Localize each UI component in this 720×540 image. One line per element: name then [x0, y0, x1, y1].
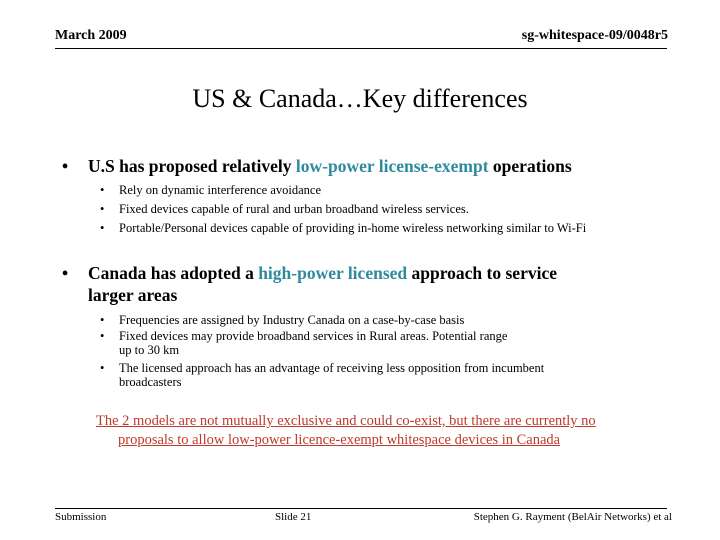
canada-line-2: larger areas [88, 285, 178, 305]
us-sub-3-text: Portable/Personal devices capable of providing in-home wireless networking similar to Wi-Fi [119, 221, 587, 235]
sub-bullet-dot: • [100, 221, 105, 235]
footer-divider [55, 508, 667, 509]
bullet-us [62, 155, 572, 177]
note-line-1: The 2 models are not mutually exclusive and could co-exist, but there are currently no [96, 413, 596, 429]
canada-sub-3 [100, 361, 545, 375]
sub-bullet-dot: • [100, 313, 105, 327]
sub-bullet-dot: • [100, 183, 105, 197]
canada-sub-2-text: Fixed devices may provide broadband services in Rural areas. Potential range [119, 329, 508, 343]
us-sub-1 [100, 183, 321, 197]
canada-text-highlight: high-power licensed [258, 263, 408, 283]
canada-sub-1-text: Frequencies are assigned by Industry Canada on a case-by-case basis [119, 313, 465, 327]
header-divider [55, 48, 667, 49]
header-doc-id: sg-whitespace-09/0048r5 [521, 28, 668, 43]
canada-sub-1 [100, 313, 465, 327]
footer-author: Stephen G. Rayment (BelAir Networks) et al [473, 511, 672, 523]
bullet-dot: • [62, 263, 69, 283]
us-text-a: U.S has proposed relatively [88, 156, 296, 176]
canada-text-b: approach to service [407, 263, 557, 283]
canada-sub-2-cont: up to 30 km [119, 343, 180, 357]
conclusion-note [96, 412, 656, 450]
canada-sub-3-cont: broadcasters [119, 375, 182, 389]
us-sub-3 [100, 221, 587, 235]
us-text-b: operations [488, 156, 572, 176]
us-sub-2 [100, 202, 469, 216]
sub-bullet-dot: • [100, 202, 105, 216]
footer-slide-number: Slide 21 [275, 511, 312, 523]
canada-text-a: Canada has adopted a [88, 263, 259, 283]
sub-bullet-dot: • [100, 361, 105, 375]
us-sub-2-text: Fixed devices capable of rural and urban broadband wireless services. [119, 202, 469, 216]
us-text-highlight: low-power license-exempt [295, 156, 489, 176]
canada-sub-3-text: The licensed approach has an advantage of receiving less opposition from incumbent [119, 361, 545, 375]
note-line-2: proposals to allow low-power licence-exempt whitespace devices in Canada [118, 432, 561, 448]
us-sub-1-text: Rely on dynamic interference avoidance [119, 183, 321, 197]
slide-title: US & Canada…Key differences [192, 84, 528, 113]
canada-sub-2 [100, 329, 508, 343]
footer-submission: Submission [55, 511, 107, 523]
bullet-canada [62, 262, 557, 284]
bullet-dot: • [62, 156, 69, 176]
header-date: March 2009 [55, 28, 127, 43]
sub-bullet-dot: • [100, 329, 105, 343]
